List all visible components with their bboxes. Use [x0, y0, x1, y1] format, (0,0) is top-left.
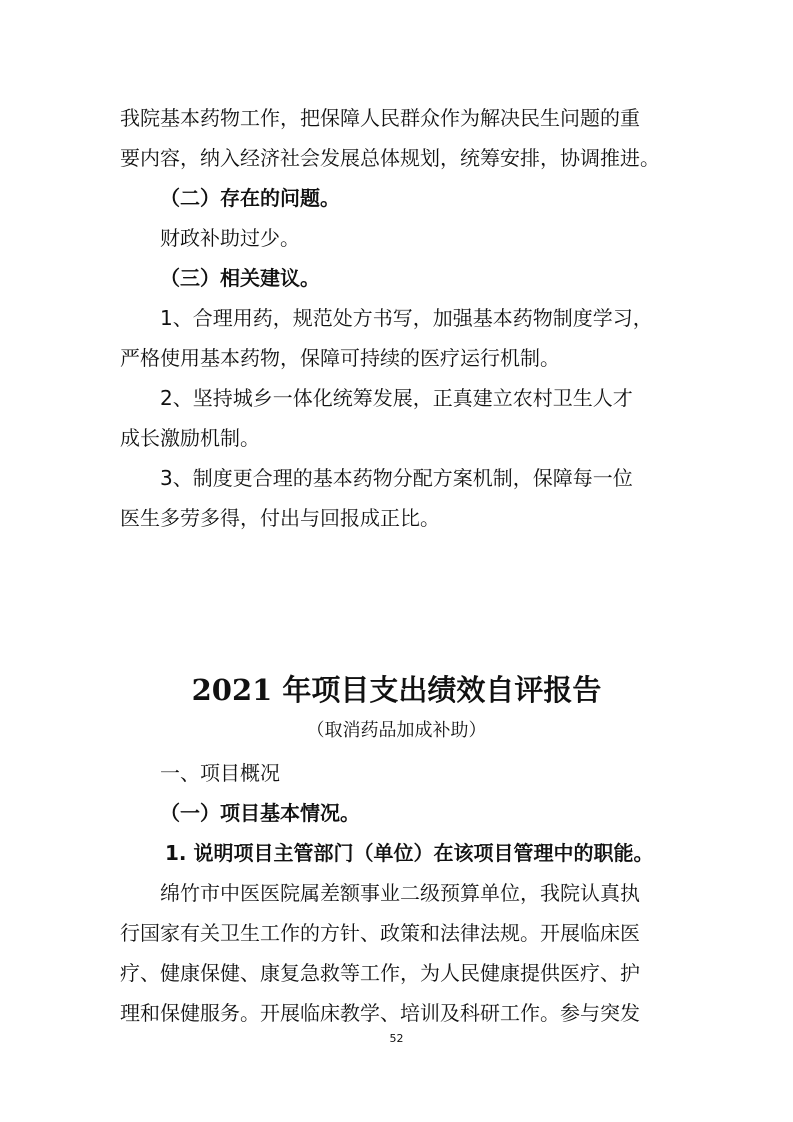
- suggestion-line: 1、合理用药，规范处方书写，加强基本药物制度学习，: [160, 306, 653, 330]
- body-line: 行国家有关卫生工作的方针、政策和法律法规。开展临床医: [120, 921, 640, 945]
- body-line: 绵竹市中医医院属差额事业二级预算单位，我院认真执: [160, 881, 640, 905]
- body-line: 疗、健康保健、康复急救等工作，为人民健康提供医疗、护: [120, 961, 640, 985]
- suggestion-line: 2、坚持城乡一体化统筹发展，正真建立农村卫生人才: [160, 386, 633, 410]
- suggestion-line: 成长激励机制。: [120, 426, 260, 450]
- report-subtitle: （取消药品加成补助）: [306, 720, 487, 741]
- heading-problems: （二）存在的问题。: [160, 186, 340, 210]
- heading-suggestions: （三）相关建议。: [160, 266, 320, 290]
- report-title: 2021 年项目支出绩效自评报告: [191, 673, 602, 707]
- body-line: 理和保健服务。开展临床教学、培训及科研工作。参与突发: [120, 1001, 640, 1025]
- suggestion-line: 医生多劳多得，付出与回报成正比。: [120, 506, 440, 530]
- paragraph-line: 要内容，纳入经济社会发展总体规划，统筹安排，协调推进。: [120, 146, 660, 170]
- paragraph-line: 我院基本药物工作，把保障人民群众作为解决民生问题的重: [120, 106, 640, 130]
- suggestion-line: 3、制度更合理的基本药物分配方案机制，保障每一位: [160, 466, 633, 490]
- subsection-heading: （一）项目基本情况。: [160, 801, 360, 825]
- section-heading: 一、项目概况: [160, 761, 280, 785]
- page-number: 52: [389, 1032, 404, 1045]
- paragraph-line: 财政补助过少。: [160, 226, 300, 250]
- suggestion-line: 严格使用基本药物，保障可持续的医疗运行机制。: [120, 346, 560, 370]
- item-heading: 1. 说明项目主管部门（单位）在该项目管理中的职能。: [165, 841, 654, 865]
